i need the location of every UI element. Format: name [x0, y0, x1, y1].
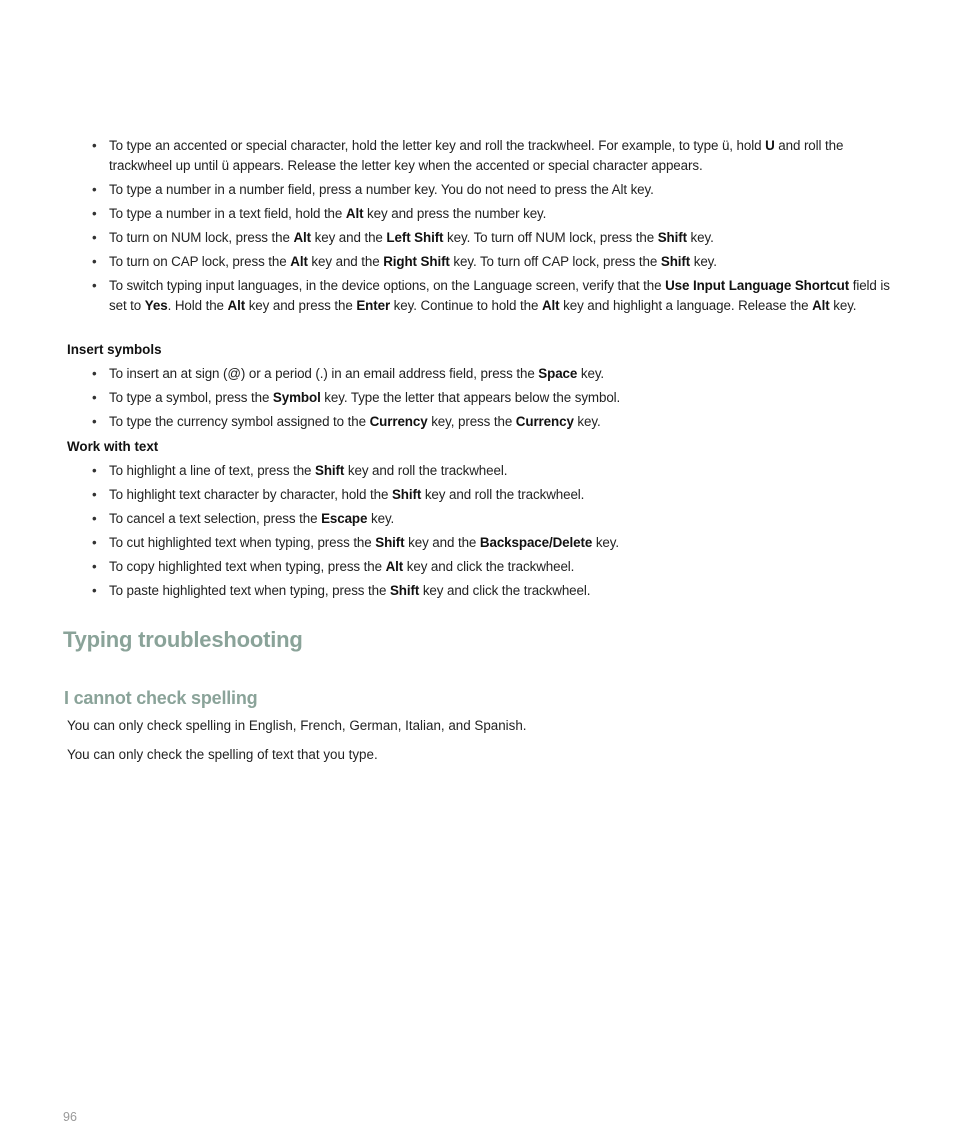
spelling-languages-paragraph: You can only check spelling in English, French, German, Italian, and Spanish. [67, 718, 527, 733]
typing-tips-list [92, 136, 892, 320]
list-item: • To type the currency symbol assigned to the Currency key, press the Currency key. [92, 412, 892, 432]
insert-symbols-list [92, 364, 892, 436]
spelling-typed-text-paragraph: You can only check the spelling of text that you type. [67, 747, 378, 762]
list-item: • To cancel a text selection, press the Escape key. [92, 509, 892, 529]
list-item: • To type a number in a text field, hold the Alt key and press the number key. [92, 204, 892, 224]
section-title: Typing troubleshooting [63, 627, 303, 652]
list-item: • To turn on NUM lock, press the Alt key and the Left Shift key. To turn off NUM lock, press the Shift key. [92, 228, 892, 248]
list-item: • To insert an at sign (@) or a period (.) in an email address field, press the Space key. [92, 364, 892, 384]
list-item: • To switch typing input languages, in the device options, on the Language screen, verify that the Use Input Language Shortcut field is set to Yes. Hold the Alt key and press the Enter key. Continue to hold the Alt key and highlight a language. Release the Alt key. [92, 276, 892, 316]
work-with-text-list [92, 461, 892, 605]
list-item: • To highlight a line of text, press the Shift key and roll the trackwheel. [92, 461, 892, 481]
list-item: • To turn on CAP lock, press the Alt key and the Right Shift key. To turn off CAP lock, press the Shift key. [92, 252, 892, 272]
list-item: • To type a number in a number field, press a number key. You do not need to press the Alt key. [92, 180, 892, 200]
page-number: 96 [63, 1110, 77, 1124]
work-with-text-heading: Work with text [67, 439, 159, 454]
list-item: • To cut highlighted text when typing, press the Shift key and the Backspace/Delete key. [92, 533, 892, 553]
list-item: • To type a symbol, press the Symbol key. Type the letter that appears below the symbol. [92, 388, 892, 408]
list-item: • To paste highlighted text when typing, press the Shift key and click the trackwheel. [92, 581, 892, 601]
list-item: • To copy highlighted text when typing, press the Alt key and click the trackwheel. [92, 557, 892, 577]
subsection-title: I cannot check spelling [64, 688, 258, 708]
list-item: • To type an accented or special character, hold the letter key and roll the trackwheel. For example, to type ü, hold U and roll the trackwheel up until ü appears. Release the letter key when the accented or special character appears. [92, 136, 892, 176]
list-item: • To highlight text character by character, hold the Shift key and roll the trackwheel. [92, 485, 892, 505]
insert-symbols-heading: Insert symbols [67, 342, 162, 357]
